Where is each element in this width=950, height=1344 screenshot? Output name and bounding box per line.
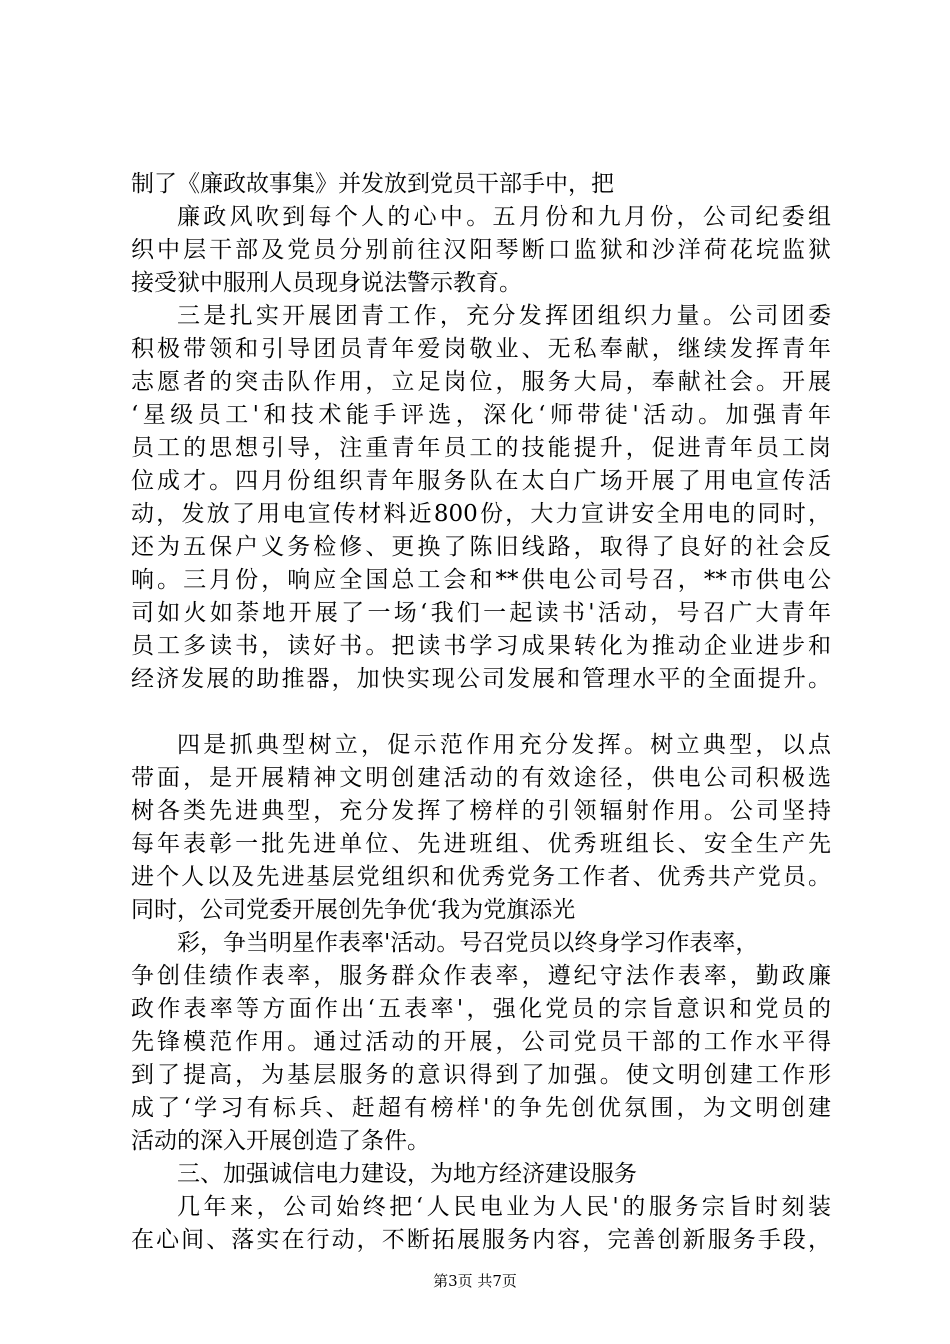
- text-line: 三是扎实开展团青工作，充分发挥团组织力量。公司团委: [177, 303, 831, 329]
- text-line: 成了‘学习有标兵、赶超有榜样'的争先创优氛围，为文明创建: [131, 1095, 831, 1121]
- text-line: ‘星级员工'和技术能手评选，深化‘师带徒'活动。加强青年: [131, 402, 831, 428]
- text-line: 带面，是开展精神文明创建活动的有效途径，供电公司积极选: [131, 765, 831, 791]
- text-line: 响。三月份，响应全国总工会和**供电公司号召，**市供电公: [131, 567, 831, 593]
- text-line: 进个人以及先进基层党组织和优秀党务工作者、优秀共产党员。: [131, 864, 831, 890]
- text-line: 到了提高，为基层服务的意识得到了加强。使文明创建工作形: [131, 1062, 831, 1088]
- page-number-footer: 第3页 共7页: [433, 1272, 517, 1290]
- text-line: 经济发展的助推器，加快实现公司发展和管理水平的全面提升。: [131, 666, 831, 692]
- text-line: 织中层干部及党员分别前往汉阳琴断口监狱和沙洋荷花垸监狱: [131, 237, 831, 263]
- text-line: 员工多读书，读好书。把读书学习成果转化为推动企业进步和: [131, 633, 831, 659]
- text-line: 活动的深入开展创造了条件。: [131, 1128, 430, 1154]
- text-line: 树各类先进典型，充分发挥了榜样的引领辐射作用。公司坚持: [131, 798, 831, 824]
- text-line: 四是抓典型树立，促示范作用充分发挥。树立典型，以点: [177, 732, 831, 758]
- text-line: 位成才。四月份组织青年服务队在太白广场开展了用电宣传活: [131, 468, 831, 494]
- body-text: [131, 168, 831, 1257]
- text-line: 司如火如荼地开展了一场‘我们一起读书'活动，号召广大青年: [131, 600, 831, 626]
- text-line: 还为五保户义务检修、更换了陈旧线路，取得了良好的社会反: [131, 534, 831, 560]
- text-line: 廉政风吹到每个人的心中。五月份和九月份，公司纪委组: [177, 204, 831, 230]
- text-line: 动，发放了用电宣传材料近800份，大力宣讲安全用电的同时，: [131, 501, 831, 527]
- text-line: 政作表率等方面作出‘五表率'，强化党员的宗旨意识和党员的: [131, 996, 831, 1022]
- text-line: 几年来，公司始终把‘人民电业为人民'的服务宗旨时刻装: [177, 1194, 831, 1220]
- text-line: 接受狱中服刑人员现身说法警示教育。: [131, 270, 522, 296]
- text-line: 员工的思想引导，注重青年员工的技能提升，促进青年员工岗: [131, 435, 831, 461]
- text-line: 同时，公司党委开展创先争优‘我为党旗添光: [131, 897, 576, 923]
- text-line: 彩，争当明星作表率'活动。号召党员以终身学习作表率，: [177, 930, 759, 956]
- text-line: 每年表彰一批先进单位、先进班组、优秀班组长、安全生产先: [131, 831, 831, 857]
- text-line: 争创佳绩作表率，服务群众作表率，遵纪守法作表率，勤政廉: [131, 963, 831, 989]
- text-line: 积极带领和引导团员青年爱岗敬业、无私奉献，继续发挥青年: [131, 336, 831, 362]
- text-line: 先锋模范作用。通过活动的开展，公司党员干部的工作水平得: [131, 1029, 831, 1055]
- text-line: 在心间、落实在行动，不断拓展服务内容，完善创新服务手段，: [131, 1227, 831, 1253]
- paragraph-gap: [131, 696, 831, 729]
- text-line: 制了《廉政故事集》并发放到党员干部手中，把: [131, 171, 614, 197]
- section-heading: 三、加强诚信电力建设，为地方经济建设服务: [177, 1161, 637, 1187]
- text-line: 志愿者的突击队作用，立足岗位，服务大局，奉献社会。开展: [131, 369, 831, 395]
